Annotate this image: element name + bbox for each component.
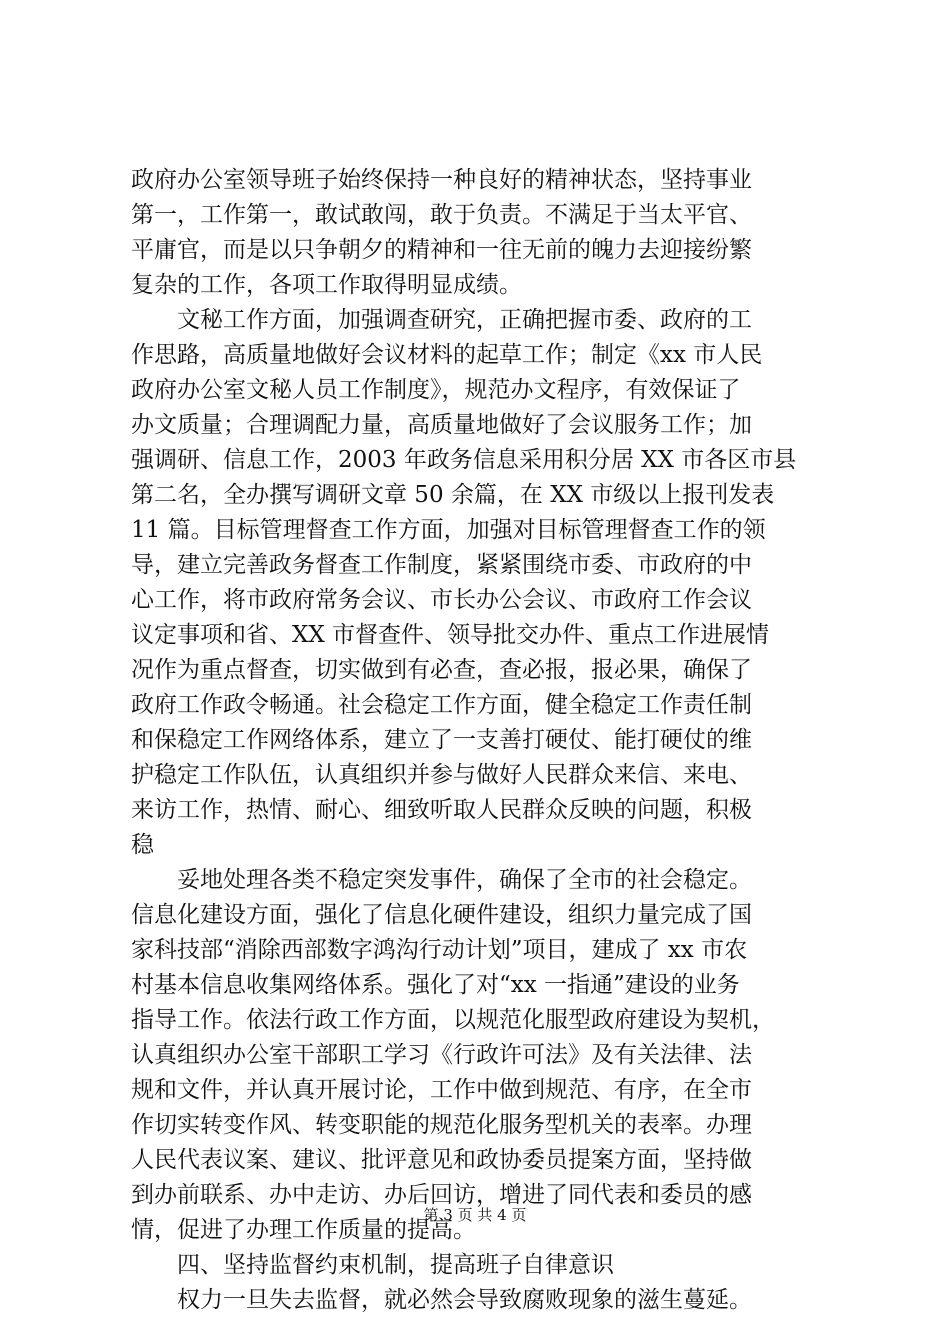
- text-line: 村基本信息收集网络体系。强化了对“xx 一指通”建设的业务: [131, 972, 740, 998]
- text-line: 作思路，高质量地做好会议材料的起草工作；制定《xx 市人民: [131, 342, 763, 368]
- text-line: 信息化建设方面，强化了信息化硬件建设，组织力量完成了国: [131, 902, 752, 928]
- text-line: 家科技部“消除西部数字鸿沟行动计划”项目，建成了 xx 市农: [131, 937, 748, 963]
- text-line: 办文质量；合理调配力量，高质量地做好了会议服务工作；加: [131, 412, 752, 438]
- text-line: 权力一旦失去监督，就必然会导致腐败现象的滋生蔓延。: [131, 1287, 752, 1313]
- text-line: 导，建立完善政务督查工作制度，紧紧围绕市委、市政府的中: [131, 552, 752, 578]
- text-line: 强调研、信息工作，2003 年政务信息采用积分居 XX 市各区市县: [131, 447, 797, 473]
- text-line: 来访工作，热情、耐心、细致听取人民群众反映的问题，积极: [131, 797, 752, 823]
- text-line: 指导工作。依法行政工作方面，以规范化服型政府建设为契机，: [131, 1007, 775, 1033]
- text-line: 规和文件，并认真开展讨论，工作中做到规范、有序，在全市: [131, 1077, 752, 1103]
- text-line: 政府工作政令畅通。社会稳定工作方面，健全稳定工作责任制: [131, 692, 752, 718]
- text-line: 妥地处理各类不稳定突发事件，确保了全市的社会稳定。: [131, 867, 752, 893]
- text-line: 平庸官，而是以只争朝夕的精神和一往无前的魄力去迎接纷繁: [131, 237, 752, 263]
- text-line: 政府办公室文秘人员工作制度》，规范办文程序，有效保证了: [131, 377, 741, 403]
- text-line: 11 篇。目标管理督查工作方面，加强对目标管理督查工作的领: [131, 517, 766, 543]
- text-line: 文秘工作方面，加强调查研究，正确把握市委、政府的工: [131, 307, 752, 333]
- text-line: 情，促进了办理工作质量的提高。: [131, 1217, 476, 1243]
- text-line: 到办前联系、办中走访、办后回访，增进了同代表和委员的感: [131, 1182, 752, 1208]
- text-line: 稳: [131, 832, 154, 858]
- text-line: 议定事项和省、XX 市督查件、领导批交办件、重点工作进展情: [131, 622, 770, 648]
- page-footer: 第 3 页 共 4 页: [423, 1206, 527, 1224]
- text-line: 护稳定工作队伍，认真组织并参与做好人民群众来信、来电、: [131, 762, 752, 788]
- text-line: 心工作，将市政府常务会议、市长办公会议、市政府工作会议: [131, 587, 752, 613]
- text-line: 人民代表议案、建议、批评意见和政协委员提案方面，坚持做: [131, 1147, 752, 1173]
- text-line: 第二名，全办撰写调研文章 50 余篇，在 XX 市级以上报刊发表: [131, 482, 775, 508]
- body-text: [131, 163, 831, 1318]
- text-line: 和保稳定工作网络体系，建立了一支善打硬仗、能打硬仗的维: [131, 727, 752, 753]
- text-line: 作切实转变作风、转变职能的规范化服务型机关的表率。办理: [131, 1112, 752, 1138]
- text-line: 政府办公室领导班子始终保持一种良好的精神状态，坚持事业: [131, 167, 752, 193]
- text-line: 第一，工作第一，敢试敢闯，敢于负责。不满足于当太平官、: [131, 202, 752, 228]
- text-line: 复杂的工作，各项工作取得明显成绩。: [131, 272, 522, 298]
- text-line: 四、坚持监督约束机制，提高班子自律意识: [131, 1252, 614, 1278]
- text-line: 况作为重点督查，切实做到有必查，查必报，报必果，确保了: [131, 657, 752, 683]
- text-line: 认真组织办公室干部职工学习《行政许可法》及有关法律、法: [131, 1042, 752, 1068]
